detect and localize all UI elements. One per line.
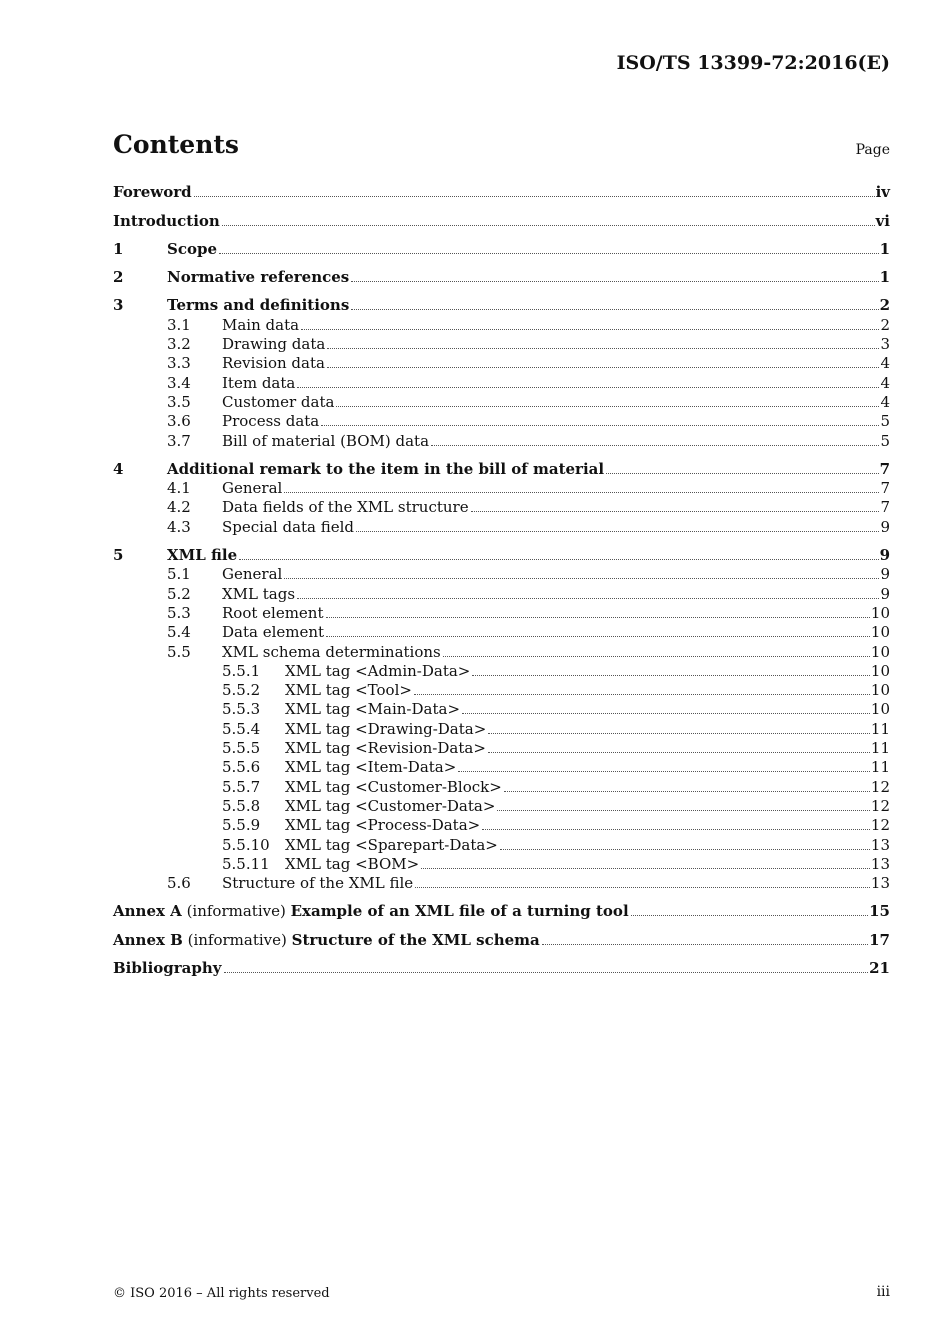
toc-entry[interactable] [113,930,890,949]
toc-entry-number: 5.5.2 [222,681,261,700]
toc-entry-title: General [222,565,283,584]
toc-entry-number: 5.1 [167,565,191,584]
toc-entry-number: 5.5.7 [222,777,261,796]
page-number: iii [876,1284,890,1300]
toc-entry-title: Normative references [167,268,350,287]
dot-leader [297,386,879,388]
toc-entry[interactable] [113,959,890,978]
toc-entry[interactable] [113,393,890,412]
toc-entry[interactable] [113,584,890,603]
toc-entry[interactable] [113,335,890,354]
toc-entry-title: Bill of material (BOM) data [222,431,430,450]
dot-leader [326,616,870,618]
toc-entry[interactable] [113,835,890,854]
toc-entry-number: 4 [113,459,124,478]
dot-leader [239,558,878,560]
dot-leader [443,655,870,657]
toc-entry-page: 2 [879,296,890,315]
toc-entry-number: 5.3 [167,603,191,622]
dot-leader [421,867,870,869]
toc-entry-number: 4.2 [167,498,191,517]
toc-entry[interactable] [113,183,890,202]
toc-entry[interactable] [113,565,890,584]
toc-entry-page: 9 [880,517,890,536]
toc-entry-title: XML tag <Customer-Data> [285,796,496,815]
toc-entry-page: 13 [870,874,890,893]
toc-entry-page: 5 [880,412,890,431]
toc-entry[interactable] [113,642,890,661]
toc-entry-title: Special data field [222,517,355,536]
annex-label: Annex A [113,902,182,921]
toc-entry[interactable] [113,479,890,498]
toc-entry[interactable] [113,517,890,536]
toc-entry[interactable] [113,296,890,315]
toc-entry-title: Additional remark to the item in the bill of material [167,459,605,478]
toc-entry-page: 10 [870,681,890,700]
dot-leader [327,366,880,368]
dot-leader [219,252,879,254]
toc-entry-title: XML tag <Customer-Block> [285,777,502,796]
toc-entry-title: XML tag <Item-Data> [285,758,457,777]
toc-entry-title: Customer data [222,392,335,411]
dot-leader [194,195,875,197]
toc-entry[interactable] [113,373,890,392]
toc-entry-title: Structure of the XML file [222,874,414,893]
toc-entry-page: 21 [869,958,890,977]
table-of-contents [113,183,890,978]
toc-entry-page: 12 [870,777,890,796]
toc-entry[interactable] [113,902,890,921]
toc-entry-title: Process data [222,412,320,431]
toc-entry-number: 5.5 [167,642,191,661]
toc-entry-page: 4 [880,354,890,373]
toc-entry-number: 5.5.10 [222,835,270,854]
toc-entry-page: 13 [870,835,890,854]
toc-entry[interactable] [113,797,890,816]
toc-entry-title: XML tag <Drawing-Data> [285,719,487,738]
dot-leader [351,280,878,282]
dot-leader [431,444,879,446]
dot-leader [222,224,875,226]
copyright-notice: © ISO 2016 – All rights reserved [113,1286,330,1301]
toc-entry-number: 4.3 [167,517,191,536]
toc-entry-title: XML tag <BOM> [285,854,420,873]
toc-entry-title: Foreword [113,183,192,202]
toc-entry-number: 5.5.3 [222,700,261,719]
document-id: ISO/TS 13399-72:2016(E) [616,52,890,74]
annex-title: Example of an XML file of a turning tool [290,902,629,921]
toc-entry[interactable] [113,681,890,700]
toc-entry[interactable] [113,240,890,259]
toc-entry-title: XML tag <Revision-Data> [285,739,486,758]
toc-entry-title: Root element [222,603,324,622]
toc-entry-title: Introduction [113,211,220,230]
toc-entry-title: Item data [222,373,296,392]
dot-leader [497,809,869,811]
toc-entry-title: Data fields of the XML structure [222,498,469,517]
toc-entry[interactable] [113,354,890,373]
toc-entry[interactable] [113,777,890,796]
dot-leader [321,424,879,426]
dot-leader [351,308,878,310]
toc-entry-page: vi [875,211,890,230]
toc-entry[interactable] [113,662,890,681]
dot-leader [471,510,880,512]
toc-entry-number: 3.3 [167,354,191,373]
toc-entry-page: 15 [869,902,890,921]
toc-entry-title: XML tag <Admin-Data> [285,661,471,680]
toc-entry-page: 10 [870,603,890,622]
toc-entry-page: 11 [870,739,890,758]
toc-entry-title: Bibliography [113,958,222,977]
toc-entry-title: XML tag <Main-Data> [285,700,461,719]
toc-entry[interactable] [113,739,890,758]
toc-entry[interactable] [113,700,890,719]
toc-entry[interactable] [113,546,890,565]
dot-leader [488,751,870,753]
dot-leader [488,732,870,734]
toc-entry-number: 4.1 [167,479,191,498]
annex-note: (informative) [181,902,291,921]
toc-entry-number: 3 [113,296,124,315]
toc-entry-number: 5.5.5 [222,739,261,758]
annex-label: Annex B [113,930,183,949]
toc-entry-page: 10 [870,642,890,661]
toc-entry-number: 3.2 [167,335,191,354]
toc-entry-page: 4 [880,392,890,411]
toc-entry-number: 5.5.8 [222,796,261,815]
toc-entry-number: 3.5 [167,392,191,411]
dot-leader [284,491,879,493]
toc-entry-number: 3.6 [167,412,191,431]
toc-entry-page: 5 [880,431,890,450]
toc-entry[interactable] [113,498,890,517]
dot-leader [542,943,868,945]
dot-leader [284,577,879,579]
dot-leader [224,971,869,973]
toc-entry-title: Drawing data [222,335,326,354]
toc-entry-number: 2 [113,268,124,287]
toc-entry-title: Main data [222,315,300,334]
toc-entry[interactable] [113,268,890,287]
annex-note: (informative) [182,930,292,949]
toc-entry-page: 9 [880,565,890,584]
toc-entry-number: 5.5.9 [222,816,261,835]
toc-entry-title: XML file [167,546,238,565]
toc-entry-title: XML tags [222,584,296,603]
toc-entry-page: 7 [880,498,890,517]
toc-entry-number: 3.4 [167,373,191,392]
dot-leader [458,770,870,772]
dot-leader [462,712,870,714]
toc-entry-page: 11 [870,758,890,777]
toc-entry-page: 1 [879,239,890,258]
toc-entry-number: 5.5.1 [222,661,261,680]
toc-entry-page: 7 [879,459,890,478]
toc-entry-number: 5.5.4 [222,719,261,738]
toc-entry-number: 3.1 [167,315,191,334]
toc-entry[interactable] [113,758,890,777]
toc-entry[interactable] [113,315,890,334]
toc-entry-page: 13 [870,854,890,873]
dot-leader [326,635,870,637]
dot-leader [301,328,879,330]
toc-entry-number: 5.2 [167,584,191,603]
dot-leader [482,828,870,830]
dot-leader [356,530,879,532]
toc-entry-page: 10 [870,623,890,642]
dot-leader [336,405,879,407]
toc-entry-page: 12 [870,796,890,815]
toc-entry-page: 11 [870,719,890,738]
toc-entry-page: 10 [870,700,890,719]
dot-leader [504,790,870,792]
toc-entry-title: Scope [167,239,218,258]
toc-entry-page: 10 [870,661,890,680]
toc-entry[interactable] [113,623,890,642]
toc-entry-page: 3 [880,335,890,354]
toc-entry-title: Terms and definitions [167,296,350,315]
toc-entry-title [113,902,629,921]
toc-entry-page: 1 [879,268,890,287]
toc-entry-title: XML tag <Process-Data> [285,816,481,835]
toc-entry-page: 9 [879,546,890,565]
toc-entry[interactable] [113,604,890,623]
dot-leader [500,848,870,850]
toc-entry-title: Data element [222,623,325,642]
toc-entry-title [113,931,540,950]
toc-entry[interactable] [113,460,890,479]
toc-entry-page: 7 [880,479,890,498]
dot-leader [297,597,879,599]
dot-leader [414,693,870,695]
toc-entry-number: 3.7 [167,431,191,450]
toc-entry-number: 5.4 [167,623,191,642]
toc-entry[interactable] [113,874,890,893]
toc-entry-page: 9 [880,584,890,603]
toc-entry-page: 12 [870,816,890,835]
toc-entry[interactable] [113,719,890,738]
toc-entry-title: XML schema determinations [222,642,441,661]
page-column-label: Page [855,142,890,158]
toc-entry-title: General [222,479,283,498]
contents-title: Contents [113,130,240,159]
toc-entry-number: 5.6 [167,874,191,893]
dot-leader [415,886,870,888]
toc-entry-page: 17 [869,930,890,949]
toc-entry-number: 1 [113,239,124,258]
dot-leader [606,472,879,474]
toc-entry-title: XML tag <Sparepart-Data> [285,835,498,854]
toc-entry[interactable] [113,211,890,230]
toc-entry[interactable] [113,431,890,450]
toc-entry[interactable] [113,412,890,431]
toc-entry-number: 5.5.11 [222,854,270,873]
toc-entry-title: XML tag <Tool> [285,681,412,700]
dot-leader [327,347,879,349]
toc-entry[interactable] [113,855,890,874]
toc-entry[interactable] [113,816,890,835]
annex-title: Structure of the XML schema [291,930,540,949]
toc-entry-page: 4 [880,373,890,392]
toc-entry-page: 2 [880,315,890,334]
toc-entry-page: iv [875,183,890,202]
dot-leader [472,674,870,676]
toc-entry-title: Revision data [222,354,325,373]
toc-entry-number: 5.5.6 [222,758,261,777]
dot-leader [631,914,868,916]
toc-entry-number: 5 [113,546,124,565]
